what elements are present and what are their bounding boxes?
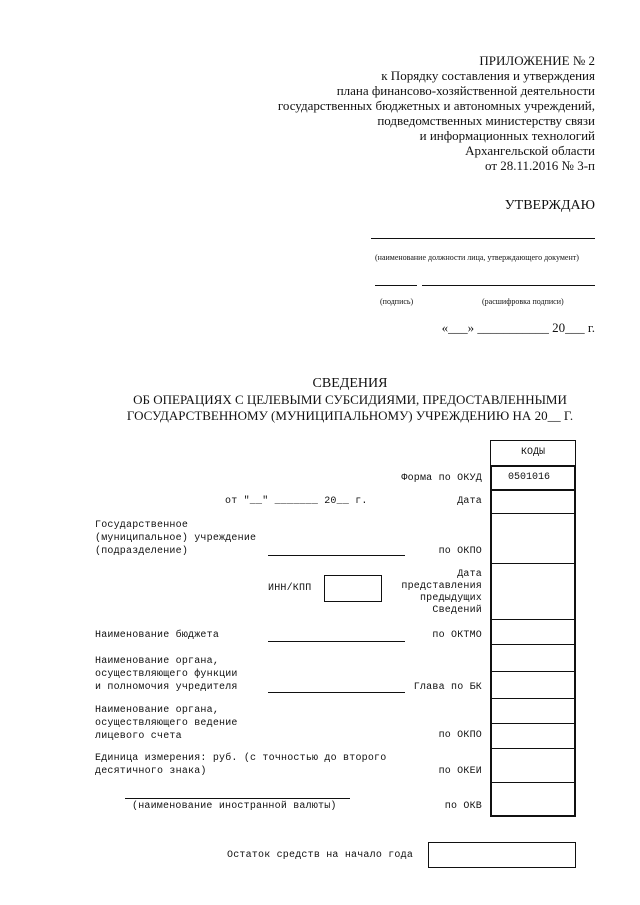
approve-title: УТВЕРЖДАЮ (504, 198, 595, 213)
okud-cell (490, 465, 576, 491)
decoding-caption: (расшифровка подписи) (482, 297, 564, 306)
balance-label: Остаток средств на начало года (227, 850, 414, 861)
appendix-line: подведомственных министерству связи (377, 113, 595, 128)
appendix-line: к Порядку составления и утверждения (381, 68, 595, 83)
blank-code-cell[interactable] (490, 644, 576, 672)
date-from-label: от "__" _______ 20__ г. (225, 496, 368, 507)
prev-date-label: предыдущих (419, 593, 482, 604)
okv-label: по ОКВ (444, 801, 482, 812)
okpo2-label: по ОКПО (438, 730, 482, 741)
position-caption: (наименование должности лица, утверждающего документ) (375, 253, 579, 262)
institution-label: (подразделение) (95, 546, 189, 557)
prev-date-label: представления (401, 581, 482, 592)
oktmo-label: по ОКТМО (432, 630, 482, 641)
appendix-line: Архангельской области (465, 143, 595, 158)
date-label: Дата (457, 496, 482, 507)
glava-bk-code-cell[interactable] (490, 671, 576, 699)
founder-field[interactable] (268, 692, 405, 693)
okei-code-cell[interactable] (490, 748, 576, 783)
inn-kpp-field[interactable] (324, 575, 382, 602)
okpo-code-cell[interactable] (490, 513, 576, 564)
currency-caption: (наименование иностранной валюты) (132, 801, 337, 812)
institution-field[interactable] (268, 555, 405, 556)
okv-code-cell[interactable] (490, 782, 576, 817)
founder-label: и полномочия учредителя (95, 682, 238, 693)
balance-field[interactable] (428, 842, 576, 868)
currency-field[interactable] (125, 798, 350, 799)
budget-label: Наименование бюджета (95, 630, 220, 641)
date-code-cell[interactable] (490, 490, 576, 514)
okpo-label: по ОКПО (438, 546, 482, 557)
founder-label: осуществляющего функции (95, 669, 238, 680)
founder-label: Наименование органа, (95, 656, 220, 667)
approve-date: «___» ___________ 20___ г. (441, 320, 595, 335)
account-label: осуществляющего ведение (95, 718, 238, 729)
codes-header-cell (490, 440, 576, 466)
appendix-line: ПРИЛОЖЕНИЕ № 2 (479, 53, 595, 68)
okei-label: по ОКЕИ (438, 766, 482, 777)
account-label: Наименование органа, (95, 705, 220, 716)
appendix-line: государственных бюджетных и автономных учреждений, (277, 98, 595, 113)
okpo2-code-cell[interactable] (490, 723, 576, 749)
appendix-line: от 28.11.2016 № 3-п (485, 158, 595, 173)
oktmo-code-cell[interactable] (490, 619, 576, 645)
signature-caption: (подпись) (380, 297, 414, 306)
prev-date-label: Дата (457, 569, 482, 580)
glava-bk-label: Глава по БК (413, 682, 482, 693)
doc-title: СВЕДЕНИЯ (312, 376, 388, 391)
signature-line[interactable] (375, 285, 417, 286)
okud-value: 0501016 (508, 472, 551, 483)
institution-label: (муниципальное) учреждение (95, 533, 257, 544)
codes-header: КОДЫ (520, 447, 545, 458)
account-label: лицевого счета (95, 731, 182, 742)
doc-title-line: ОБ ОПЕРАЦИЯХ С ЦЕЛЕВЫМИ СУБСИДИЯМИ, ПРЕДОСТАВЛЕННЫМИ (133, 392, 567, 407)
position-line[interactable] (371, 238, 595, 239)
prev-date-label: Сведений (432, 605, 482, 616)
prev-date-code-cell[interactable] (490, 563, 576, 620)
doc-title-line: ГОСУДАРСТВЕННОМУ (МУНИЦИПАЛЬНОМУ) УЧРЕЖДЕНИЮ НА 20__ Г. (126, 408, 574, 423)
institution-label: Государственное (95, 520, 189, 531)
form-okud-label: Форма по ОКУД (401, 473, 482, 484)
decoding-line[interactable] (422, 285, 595, 286)
budget-field[interactable] (268, 641, 405, 642)
appendix-line: и информационных технологий (419, 128, 595, 143)
unit-label: десятичного знака) (95, 766, 207, 777)
unit-label: Единица измерения: руб. (с точностью до второго (95, 753, 387, 764)
appendix-line: плана финансово-хозяйственной деятельности (336, 83, 595, 98)
blank-code-cell[interactable] (490, 698, 576, 724)
inn-kpp-label: ИНН/КПП (268, 583, 312, 594)
